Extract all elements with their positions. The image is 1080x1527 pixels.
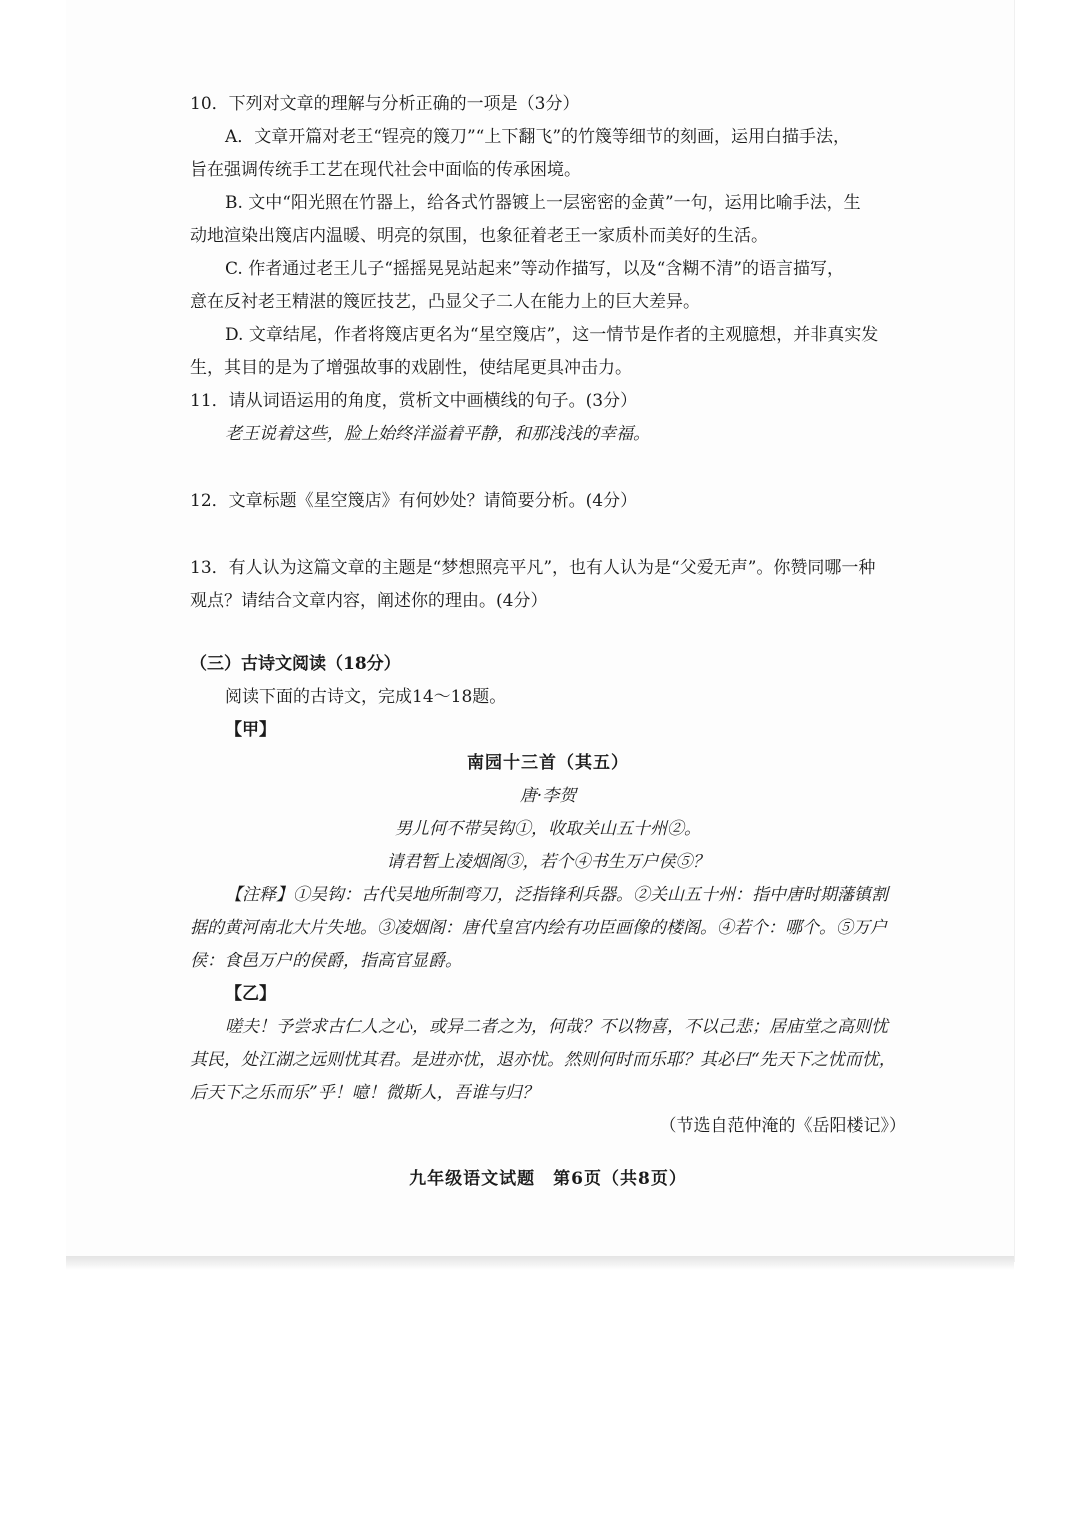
page-footer: 九年级语文试题 第6页（共8页） <box>409 1169 687 1189</box>
option-d-line-2: 生，其目的是为了增强故事的戏剧性，使结尾更具冲击力。 <box>190 358 632 378</box>
option-a-line-2: 旨在强调传统手工艺在现代社会中面临的传承困境。 <box>190 160 581 180</box>
option-c-line-1: C. 作者通过老王儿子“摇摇晃晃站起来”等动作描写，以及“含糊不清”的语言描写， <box>225 259 844 279</box>
question-11-quote: 老王说着这些，脸上始终洋溢着平静，和那浅浅的幸福。 <box>225 424 650 444</box>
option-b-line-1: B. 文中“阳光照在竹器上，给各式竹器镀上一层密密的金黄”一句，运用比喻手法，生 <box>225 193 861 213</box>
option-b-line-2: 动地渲染出篾店内温暖、明亮的氛围，也象征着老王一家质朴而美好的生活。 <box>190 226 768 246</box>
option-a-line-1: A．文章开篇对老王“锃亮的篾刀”“上下翻飞”的竹篾等细节的刻画，运用白描手法， <box>225 127 851 147</box>
poem-title: 南园十三首（其五） <box>467 753 629 773</box>
option-d-line-1: D. 文章结尾，作者将篾店更名为“星空篾店”，这一情节是作者的主观臆想，并非真实发 <box>225 325 879 345</box>
question-12 <box>190 485 906 518</box>
question-13 <box>190 552 906 618</box>
option-c-line-2: 意在反衬老王精湛的篾匠技艺，凸显父子二人在能力上的巨大差异。 <box>190 292 700 312</box>
notes-line-1: 【注释】①吴钩：古代吴地所制弯刀，泛指锋利兵器。②关山五十州：指中唐时期藩镇割 <box>225 885 888 905</box>
question-13-line-2: 观点？请结合文章内容，阐述你的理由。(4分） <box>190 591 548 611</box>
sheet-bottom-edge <box>66 1256 1014 1270</box>
section-3-instruction: 阅读下面的古诗文，完成14～18题。 <box>225 687 507 707</box>
yi-text-line-1: 嗟夫！予尝求古仁人之心，或异二者之为，何哉？不以物喜，不以己悲；居庙堂之高则忧 <box>225 1017 888 1037</box>
section-3-heading: （三）古诗文阅读（18分） <box>190 654 401 674</box>
exam-content <box>190 88 906 1143</box>
question-11-stem: 11．请从词语运用的角度，赏析文中画横线的句子。(3分） <box>190 391 638 411</box>
poem-author: 唐·李贺 <box>519 786 577 806</box>
yi-text-line-3: 后天下之乐而乐”乎！噫！微斯人，吾谁与归？ <box>190 1083 539 1103</box>
yi-label: 【乙】 <box>225 984 276 1004</box>
jia-label: 【甲】 <box>225 720 276 740</box>
notes-line-2: 据的黄河南北大片失地。③凌烟阁：唐代皇宫内绘有功臣画像的楼阁。④若个：哪个。⑤万户 <box>190 918 887 938</box>
question-11 <box>190 385 906 451</box>
yi-text-line-2: 其民，处江湖之远则忧其君。是进亦忧，退亦忧。然则何时而乐耶？其必曰“先天下之忧而忧， <box>190 1050 896 1070</box>
question-10-stem: 10．下列对文章的理解与分析正确的一项是（3分） <box>190 94 580 114</box>
question-10 <box>190 88 906 385</box>
source-citation: （节选自范仲淹的《岳阳楼记》） <box>659 1116 906 1136</box>
notes-line-3: 侯：食邑万户的侯爵，指高官显爵。 <box>190 951 462 971</box>
question-12-stem: 12．文章标题《星空篾店》有何妙处？请简要分析。(4分） <box>190 491 638 511</box>
poem-line-2: 请君暂上凌烟阁③，若个④书生万户侯⑤？ <box>386 852 710 872</box>
section-3 <box>190 648 906 1143</box>
poem-line-1: 男儿何不带吴钩①，收取关山五十州②。 <box>395 819 701 839</box>
question-13-line-1: 13．有人认为这篇文章的主题是“梦想照亮平凡”，也有人认为是“父爱无声”。你赞同哪一种 <box>190 558 876 578</box>
